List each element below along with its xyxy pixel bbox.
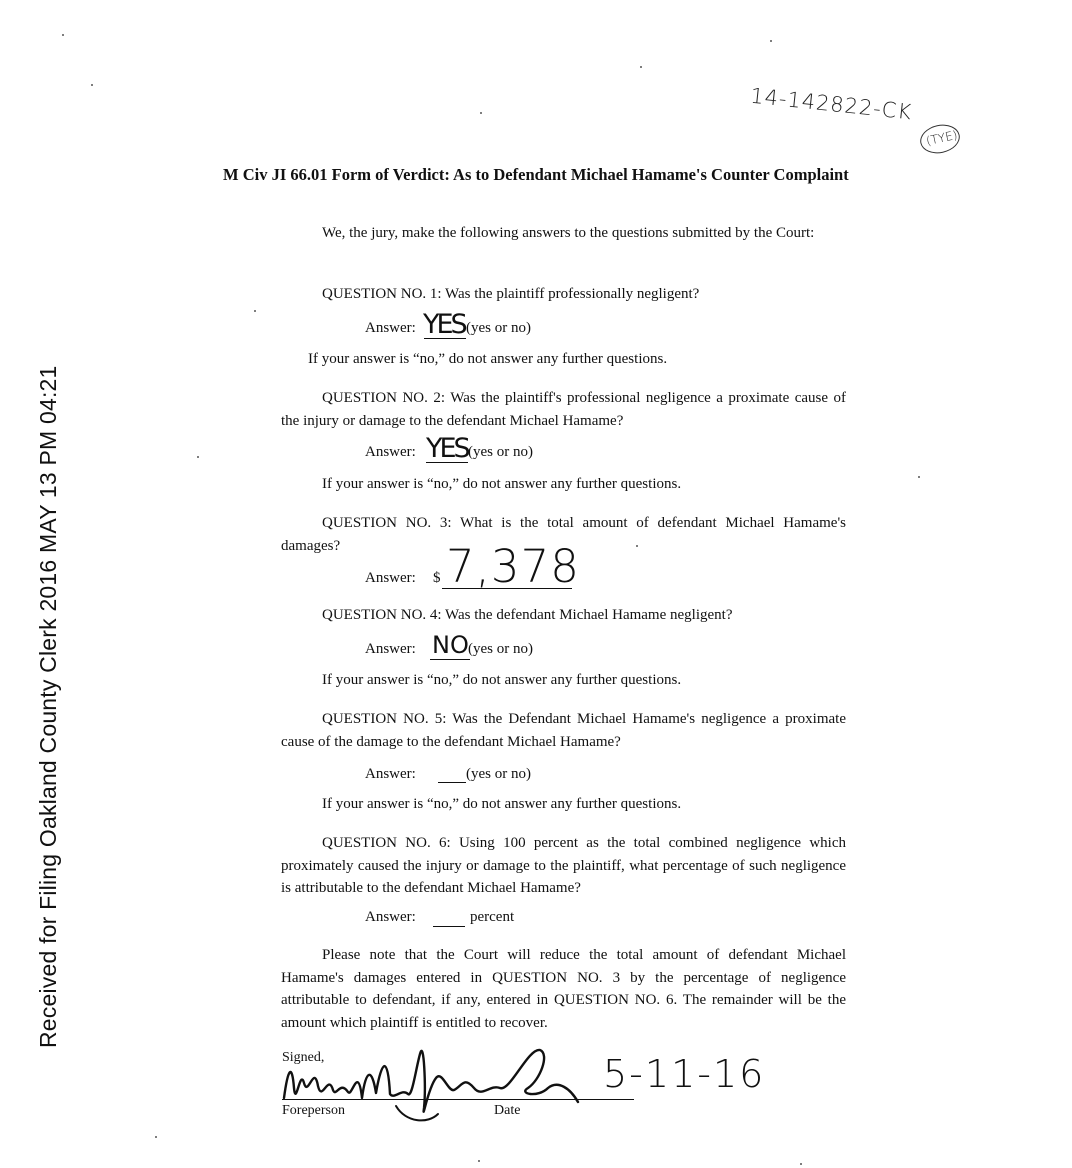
foreperson-label: Foreperson xyxy=(282,1103,345,1118)
answer-2-handwritten: YES xyxy=(426,433,468,464)
question-1: QUESTION NO. 1: Was the plaintiff professionally negligent? xyxy=(322,286,700,302)
if-no-instruction: If your answer is “no,” do not answer any further questions. xyxy=(322,796,682,812)
scan-speck xyxy=(91,84,93,86)
scan-speck xyxy=(254,310,256,312)
intro-paragraph: We, the jury, make the following answers to the questions submitted by the Court: xyxy=(322,225,815,241)
answer-label: Answer: xyxy=(365,570,416,586)
answer-label: Answer: xyxy=(365,444,416,460)
yes-no-hint: (yes or no) xyxy=(466,766,531,782)
question-2: QUESTION NO. 2: Was the plaintiff's professional negligence a proximate cause of the injury or damage to the defendant Michael Hamame? xyxy=(281,390,846,429)
scan-speck xyxy=(480,112,482,114)
answer-1-handwritten: YES xyxy=(423,309,465,340)
filing-stamp: Received for Filing Oakland County Clerk 2016 MAY 13 PM 04:21 xyxy=(35,365,61,1048)
answer-blank xyxy=(433,910,465,927)
form-title: M Civ JI 66.01 Form of Verdict: As to Defendant Michael Hamame's Counter Complaint xyxy=(223,165,849,184)
yes-no-hint: (yes or no) xyxy=(466,320,531,336)
answer-3-handwritten: 7,378 xyxy=(446,540,580,593)
answer-label: Answer: xyxy=(365,766,416,782)
scan-speck xyxy=(636,545,638,547)
if-no-instruction: If your answer is “no,” do not answer any further questions. xyxy=(322,476,682,492)
answer-label: Answer: xyxy=(365,641,416,657)
yes-no-hint: (yes or no) xyxy=(468,444,533,460)
question-6: QUESTION NO. 6: Using 100 percent as the total combined negligence which proximately caused the injury or damage to the plaintiff, what percentage of such negligence is attributable to the defendant Michael Hamame? xyxy=(281,835,846,896)
yes-no-hint: (yes or no) xyxy=(468,641,533,657)
scan-speck xyxy=(155,1136,157,1138)
answer-blank xyxy=(438,766,466,783)
signed-date-handwritten: 5-11-16 xyxy=(603,1052,766,1096)
scan-speck xyxy=(62,34,64,36)
signature-line xyxy=(282,1083,634,1100)
scan-speck xyxy=(640,66,642,68)
scan-speck xyxy=(478,1160,480,1162)
date-label: Date xyxy=(494,1103,521,1118)
scan-speck xyxy=(800,1163,802,1165)
initials: (TYE) xyxy=(924,127,959,149)
if-no-instruction: If your answer is “no,” do not answer any further questions. xyxy=(308,351,668,367)
if-no-instruction: If your answer is “no,” do not answer any further questions. xyxy=(322,672,682,688)
case-number: 14-142822-CK xyxy=(749,83,914,125)
signed-label: Signed, xyxy=(282,1050,325,1065)
answer-label: Answer: xyxy=(365,320,416,336)
percent-label: percent xyxy=(470,909,515,925)
scan-speck xyxy=(770,40,772,42)
answer-4-handwritten: NO xyxy=(432,631,469,659)
scan-speck xyxy=(197,456,199,458)
question-5: QUESTION NO. 5: Was the Defendant Michael Hamame's negligence a proximate cause of the damage to the defendant Michael Hamame? xyxy=(281,711,846,750)
answer-label: Answer: xyxy=(365,909,416,925)
question-3: QUESTION NO. 3: What is the total amount of defendant Michael Hamame's damages? xyxy=(281,515,846,554)
question-4: QUESTION NO. 4: Was the defendant Michael Hamame negligent? xyxy=(322,607,733,623)
scan-speck xyxy=(918,476,920,478)
dollar-sign: $ xyxy=(433,570,441,586)
note-paragraph: Please note that the Court will reduce the total amount of defendant Michael Hamame's damages entered in QUESTION NO. 3 by the percentage of negligence attributable to defendant, if any, entered in QUESTION NO. 6. The remainder will be the amount which plaintiff is entitled to recover. xyxy=(281,947,846,1031)
